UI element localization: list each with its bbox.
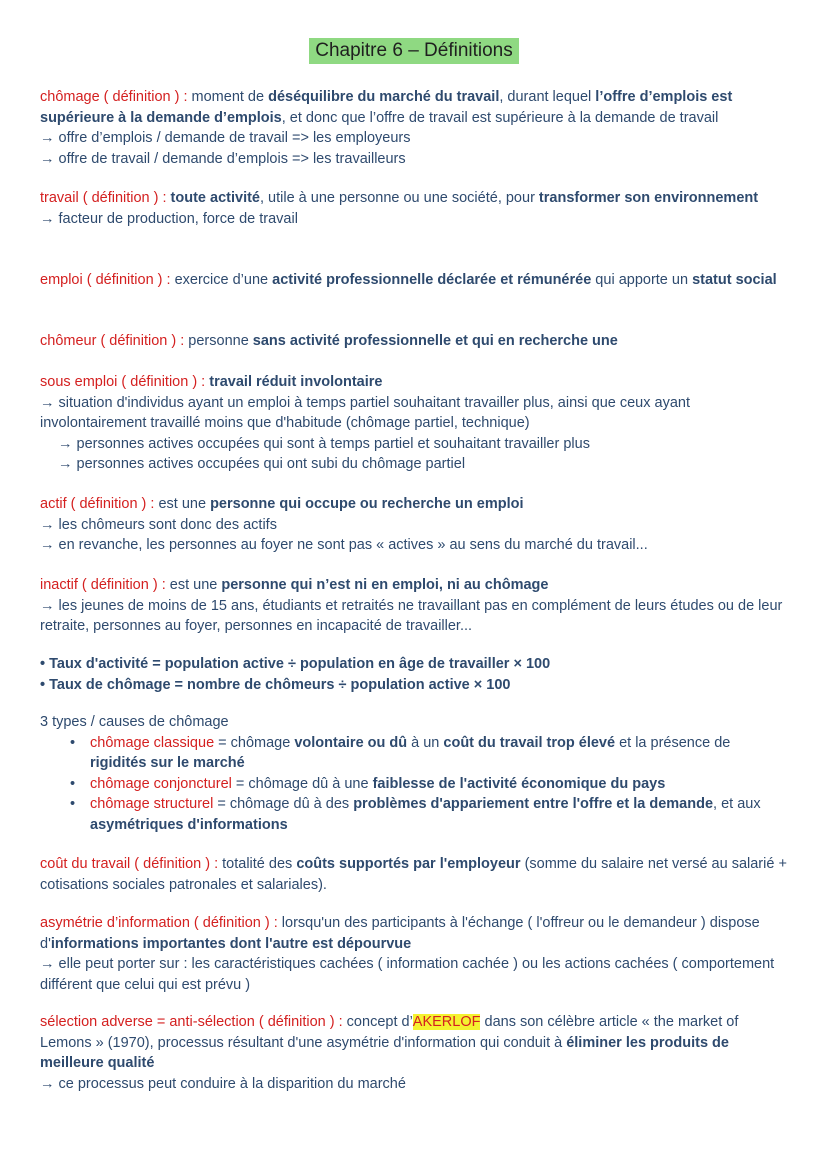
bold-text: éliminer les produits de meilleure qualité <box>40 1034 729 1071</box>
list-item <box>90 774 790 795</box>
types-list <box>40 733 790 836</box>
detail-line: → facteur de production, force de travail <box>40 210 298 227</box>
bold-text: transformer son environnement <box>538 190 759 206</box>
bold-text: sans activité professionnelle et qui en recherche une <box>252 333 618 349</box>
bold-text: activité professionnelle déclarée et rémunérée <box>272 272 592 288</box>
detail-line: → elle peut porter sur : les caractéristiques cachées ( information cachée ) ou les actions cachées ( comportement différent que celui qui est prévu ) <box>40 956 775 993</box>
text: = chômage dû à une <box>231 775 373 792</box>
term-actif: actif ( définition ) : <box>40 496 155 512</box>
text: à un <box>407 734 444 751</box>
formulas <box>40 654 790 695</box>
text: , durant lequel <box>499 89 596 105</box>
types-heading: 3 types / causes de chômage <box>40 714 229 730</box>
bold-text: problèmes d'appariement entre l'offre et la demande <box>353 796 714 812</box>
definition-inactif <box>40 575 790 637</box>
term-structurel: chômage structurel <box>90 796 214 812</box>
text: (somme du salaire net versé au salarié + cotisations sociales patronales et salariales). <box>40 856 787 893</box>
text: concept d’ <box>342 1014 413 1030</box>
text: dans son célèbre article « the market of Lemons » (1970), processus résultant d'une asymétrie d'information qui conduit à <box>40 1014 739 1051</box>
list-item <box>90 733 790 774</box>
bold-text: volontaire ou dû <box>294 734 408 751</box>
text: = chômage <box>214 734 295 751</box>
definition-travail <box>40 188 790 229</box>
bold-text: statut social <box>692 272 777 288</box>
bold-text: coût du travail trop élevé <box>443 734 616 751</box>
term-sous-emploi: sous emploi ( définition ) : <box>40 374 206 390</box>
definition-asymetrie <box>40 913 790 995</box>
text: est une <box>154 496 211 512</box>
text: , et aux <box>713 796 761 812</box>
term-conjoncturel: chômage conjoncturel <box>90 775 232 792</box>
text: et la présence de <box>615 734 731 751</box>
bold-text: travail réduit involontaire <box>205 374 383 390</box>
bold-text: déséquilibre du marché du travail <box>268 89 500 105</box>
bold-text: personne qui occupe ou recherche un emploi <box>210 496 524 512</box>
term-chomeur: chômeur ( définition ) : <box>40 333 185 349</box>
definition-chomeur <box>40 331 790 352</box>
bold-text: faiblesse de l'activité économique du pays <box>372 775 666 792</box>
formula-taux-chomage: • Taux de chômage = nombre de chômeurs ÷ population active × 100 <box>40 676 511 693</box>
highlight-akerlof: AKERLOF <box>412 1014 481 1030</box>
text: totalité des <box>218 856 297 872</box>
term-travail: travail ( définition ) : <box>40 190 167 206</box>
definition-actif <box>40 494 790 556</box>
bold-text: informations importantes dont l'autre est dépourvue <box>50 935 412 952</box>
term-asymetrie: asymétrie d’information ( définition ) : <box>40 915 278 931</box>
text: qui apporte un <box>591 272 693 288</box>
detail-line: → personnes actives occupées qui sont à temps partiel et souhaitant travailler plus <box>58 435 590 452</box>
detail-line: → ce processus peut conduire à la disparition du marché <box>40 1075 406 1092</box>
detail-line: → situation d'individus ayant un emploi à temps partiel souhaitant travailler plus, ainsi que ceux ayant involontairement travaillé moins que d'habitude (chômage partiel, technique) <box>40 394 690 431</box>
bold-text: asymétriques d'informations <box>90 816 288 833</box>
bold-text: rigidités sur le marché <box>90 755 245 771</box>
definition-sous-emploi <box>40 372 790 475</box>
term-cout-travail: coût du travail ( définition ) : <box>40 856 219 872</box>
detail-line: → offre d’emplois / demande de travail => les employeurs <box>40 130 411 146</box>
text: personne <box>184 333 253 349</box>
detail-line: → les jeunes de moins de 15 ans, étudiants et retraités ne travaillant pas en complément de leurs études ou de leur retraite, personnes au foyer, personnes en incapacité de travailler... <box>40 597 783 634</box>
text: moment de <box>187 89 269 105</box>
definition-cout-travail <box>40 854 790 895</box>
detail-line: → offre de travail / demande d’emplois => les travailleurs <box>40 150 406 167</box>
bold-text: toute activité <box>166 190 260 206</box>
detail-line: → les chômeurs sont donc des actifs <box>40 516 277 533</box>
detail-line: → personnes actives occupées qui ont subi du chômage partiel <box>58 456 466 472</box>
bold-text: coûts supportés par l'employeur <box>296 856 521 872</box>
chomage-types <box>40 712 790 835</box>
title-wrap <box>0 38 828 64</box>
bold-text: l’offre d’emplois est supérieure à la demande d’emplois <box>40 89 733 126</box>
definition-chomage <box>40 87 790 169</box>
text: lorsqu'un des participants à l'échange ( l'offreur ou le demandeur ) dispose d' <box>40 915 760 952</box>
text: , utile à une personne ou une société, pour <box>260 190 539 206</box>
bold-text: personne qui n’est ni en emploi, ni au chômage <box>221 577 549 593</box>
formula-taux-activite: • Taux d'activité = population active ÷ population en âge de travailler × 100 <box>40 656 551 672</box>
definition-emploi <box>40 270 790 291</box>
page-title: Chapitre 6 – Définitions <box>309 38 519 64</box>
text: = chômage dû à des <box>213 796 354 812</box>
text: exercice d’une <box>170 272 273 288</box>
text: est une <box>165 577 222 593</box>
detail-line: → en revanche, les personnes au foyer ne sont pas « actives » au sens du marché du travail... <box>40 537 648 553</box>
definition-selection-adverse <box>40 1012 790 1094</box>
list-item <box>90 794 790 835</box>
term-classique: chômage classique <box>90 734 215 751</box>
term-emploi: emploi ( définition ) : <box>40 272 171 288</box>
term-inactif: inactif ( définition ) : <box>40 577 166 593</box>
term-selection-adverse: sélection adverse = anti-sélection ( définition ) : <box>40 1014 343 1030</box>
term-chomage: chômage ( définition ) : <box>40 89 188 105</box>
text: , et donc que l’offre de travail est supérieure à la demande de travail <box>281 109 719 126</box>
